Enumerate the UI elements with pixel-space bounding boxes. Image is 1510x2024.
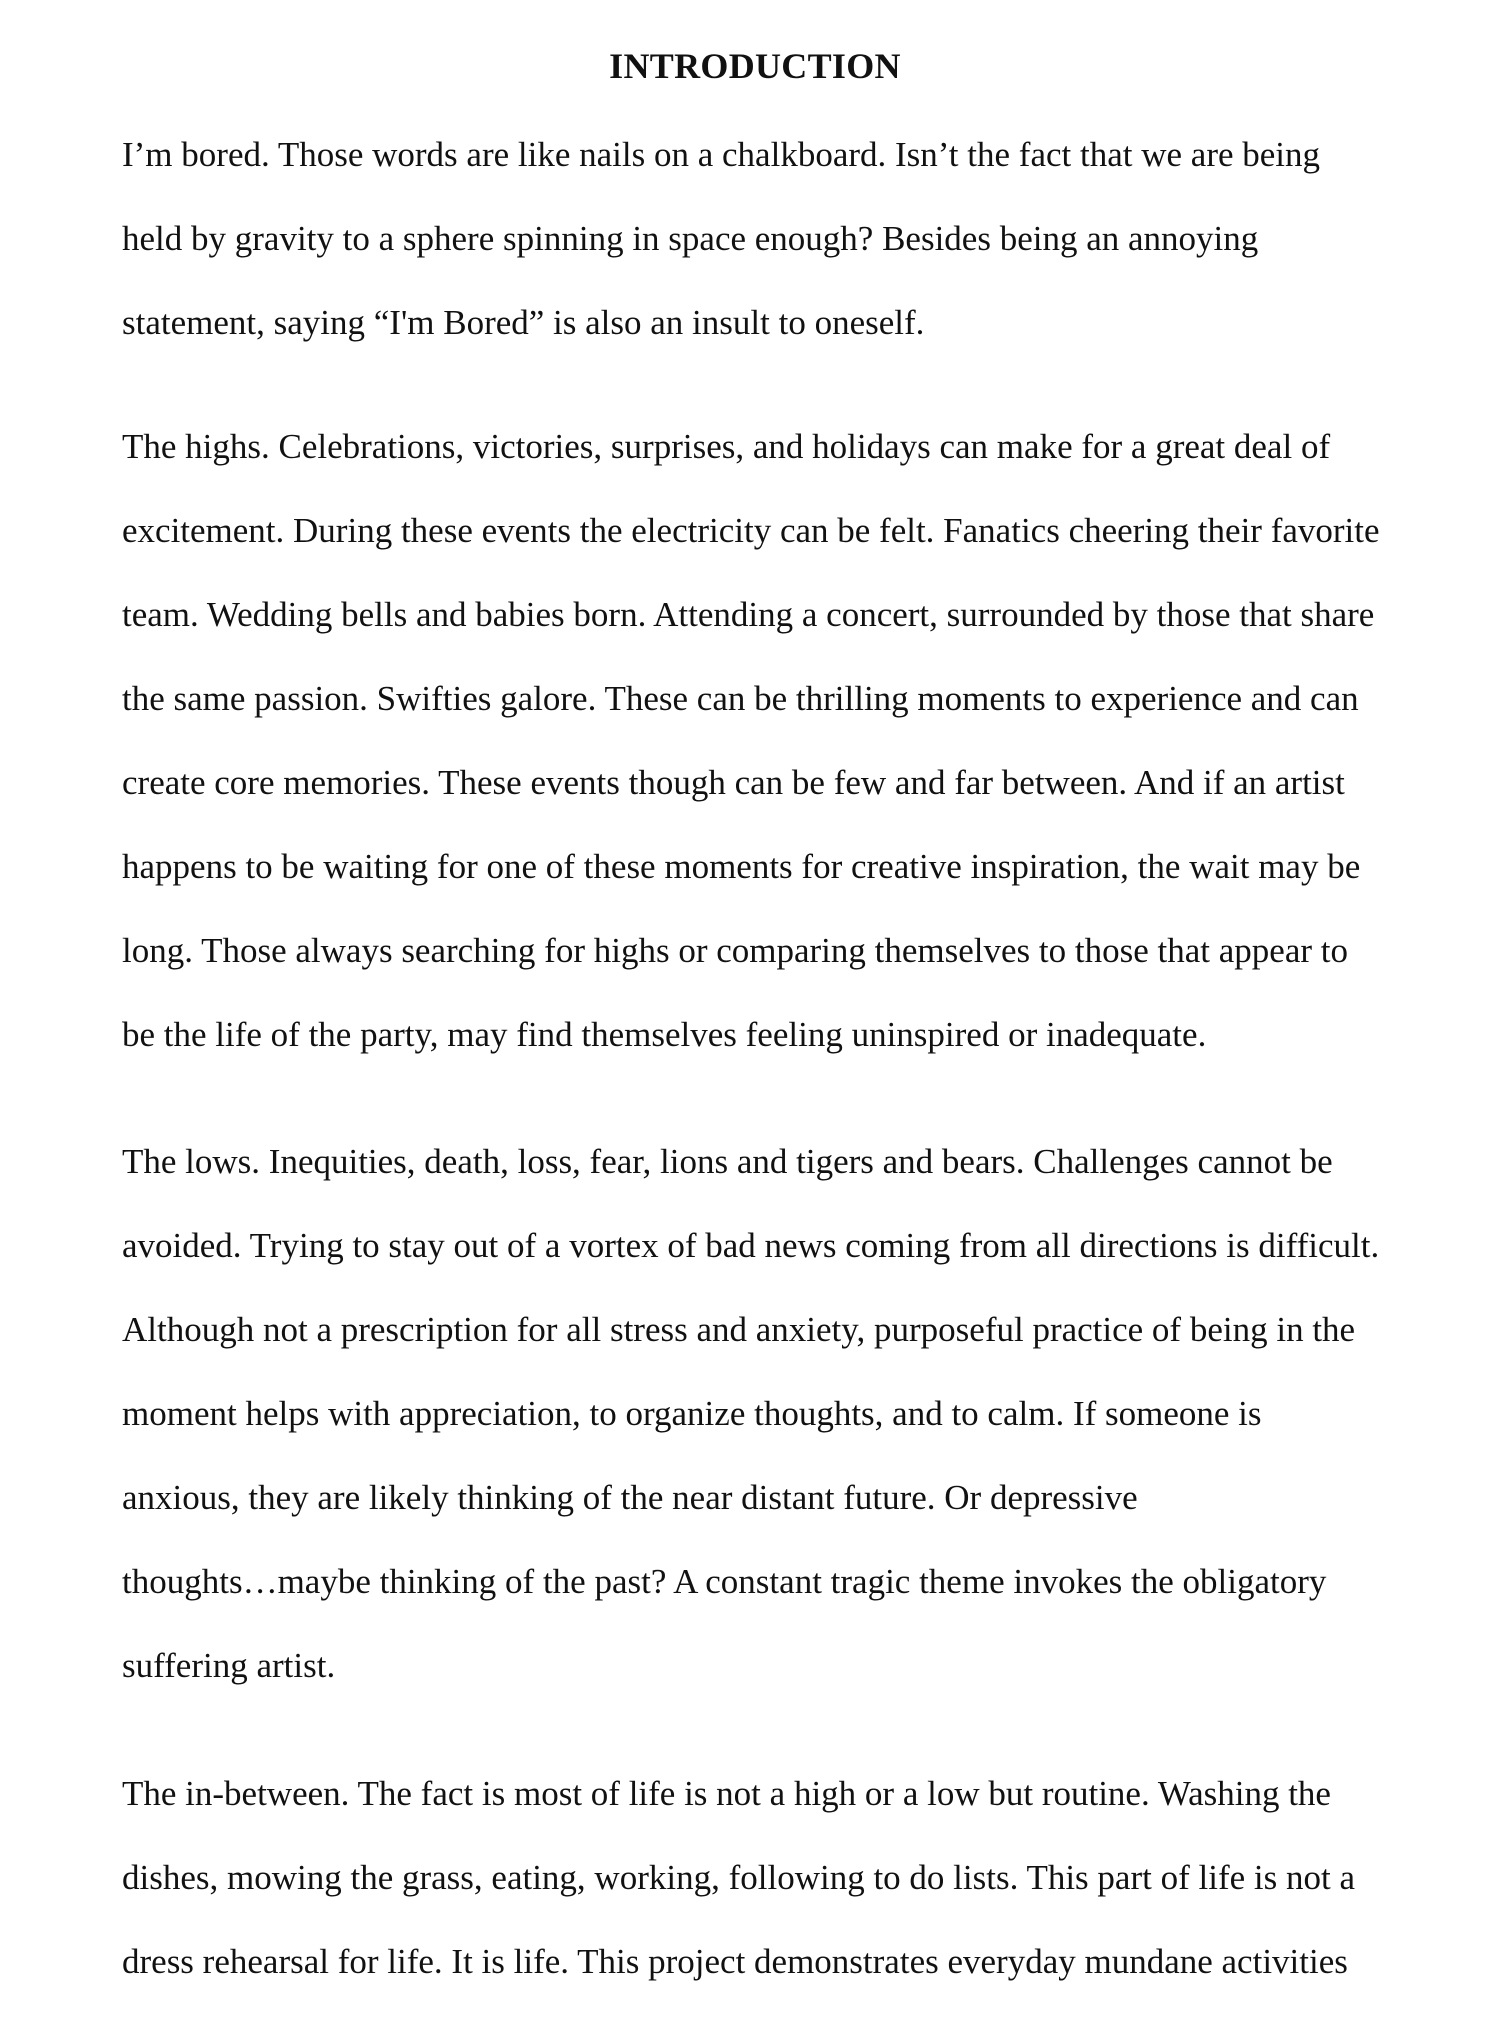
paragraph-line: Although not a prescription for all stress and anxiety, purposeful practice of being in the	[122, 1310, 1356, 1349]
paragraph-line: the same passion. Swifties galore. These can be thrilling moments to experience and can	[122, 679, 1359, 718]
paragraph-line: dishes, mowing the grass, eating, working, following to do lists. This part of life is not a	[122, 1858, 1355, 1897]
paragraph-line: dress rehearsal for life. It is life. This project demonstrates everyday mundane activities	[122, 1942, 1348, 1981]
paragraph-line: suffering artist.	[122, 1646, 336, 1685]
paragraph-line: excitement. During these events the electricity can be felt. Fanatics cheering their favorite	[122, 511, 1380, 550]
paragraph-line: I’m bored. Those words are like nails on a chalkboard. Isn’t the fact that we are being	[122, 135, 1321, 174]
paragraph-line: create core memories. These events though can be few and far between. And if an artist	[122, 763, 1345, 802]
paragraph-line: thoughts…maybe thinking of the past? A constant tragic theme invokes the obligatory	[122, 1562, 1327, 1601]
paragraph-line: avoided. Trying to stay out of a vortex of bad news coming from all directions is difficult.	[122, 1226, 1380, 1265]
paragraph-line: held by gravity to a sphere spinning in space enough? Besides being an annoying	[122, 219, 1259, 258]
paragraph-line: The highs. Celebrations, victories, surprises, and holidays can make for a great deal of	[122, 427, 1331, 466]
paragraph-line: long. Those always searching for highs or comparing themselves to those that appear to	[122, 931, 1348, 970]
paragraph-line: The in-between. The fact is most of life is not a high or a low but routine. Washing the	[122, 1774, 1331, 1813]
paragraph-line: be the life of the party, may find themselves feeling uninspired or inadequate.	[122, 1015, 1207, 1054]
page-title: INTRODUCTION	[609, 46, 901, 86]
paragraph-line: anxious, they are likely thinking of the near distant future. Or depressive	[122, 1478, 1138, 1517]
paragraph-line: happens to be waiting for one of these moments for creative inspiration, the wait may be	[122, 847, 1361, 886]
paragraph-line: The lows. Inequities, death, loss, fear, lions and tigers and bears. Challenges cannot be	[122, 1142, 1333, 1181]
paragraph-line: statement, saying “I'm Bored” is also an insult to oneself.	[122, 303, 925, 342]
paragraph-line: team. Wedding bells and babies born. Attending a concert, surrounded by those that share	[122, 595, 1375, 634]
paragraph-line: moment helps with appreciation, to organize thoughts, and to calm. If someone is	[122, 1394, 1262, 1433]
